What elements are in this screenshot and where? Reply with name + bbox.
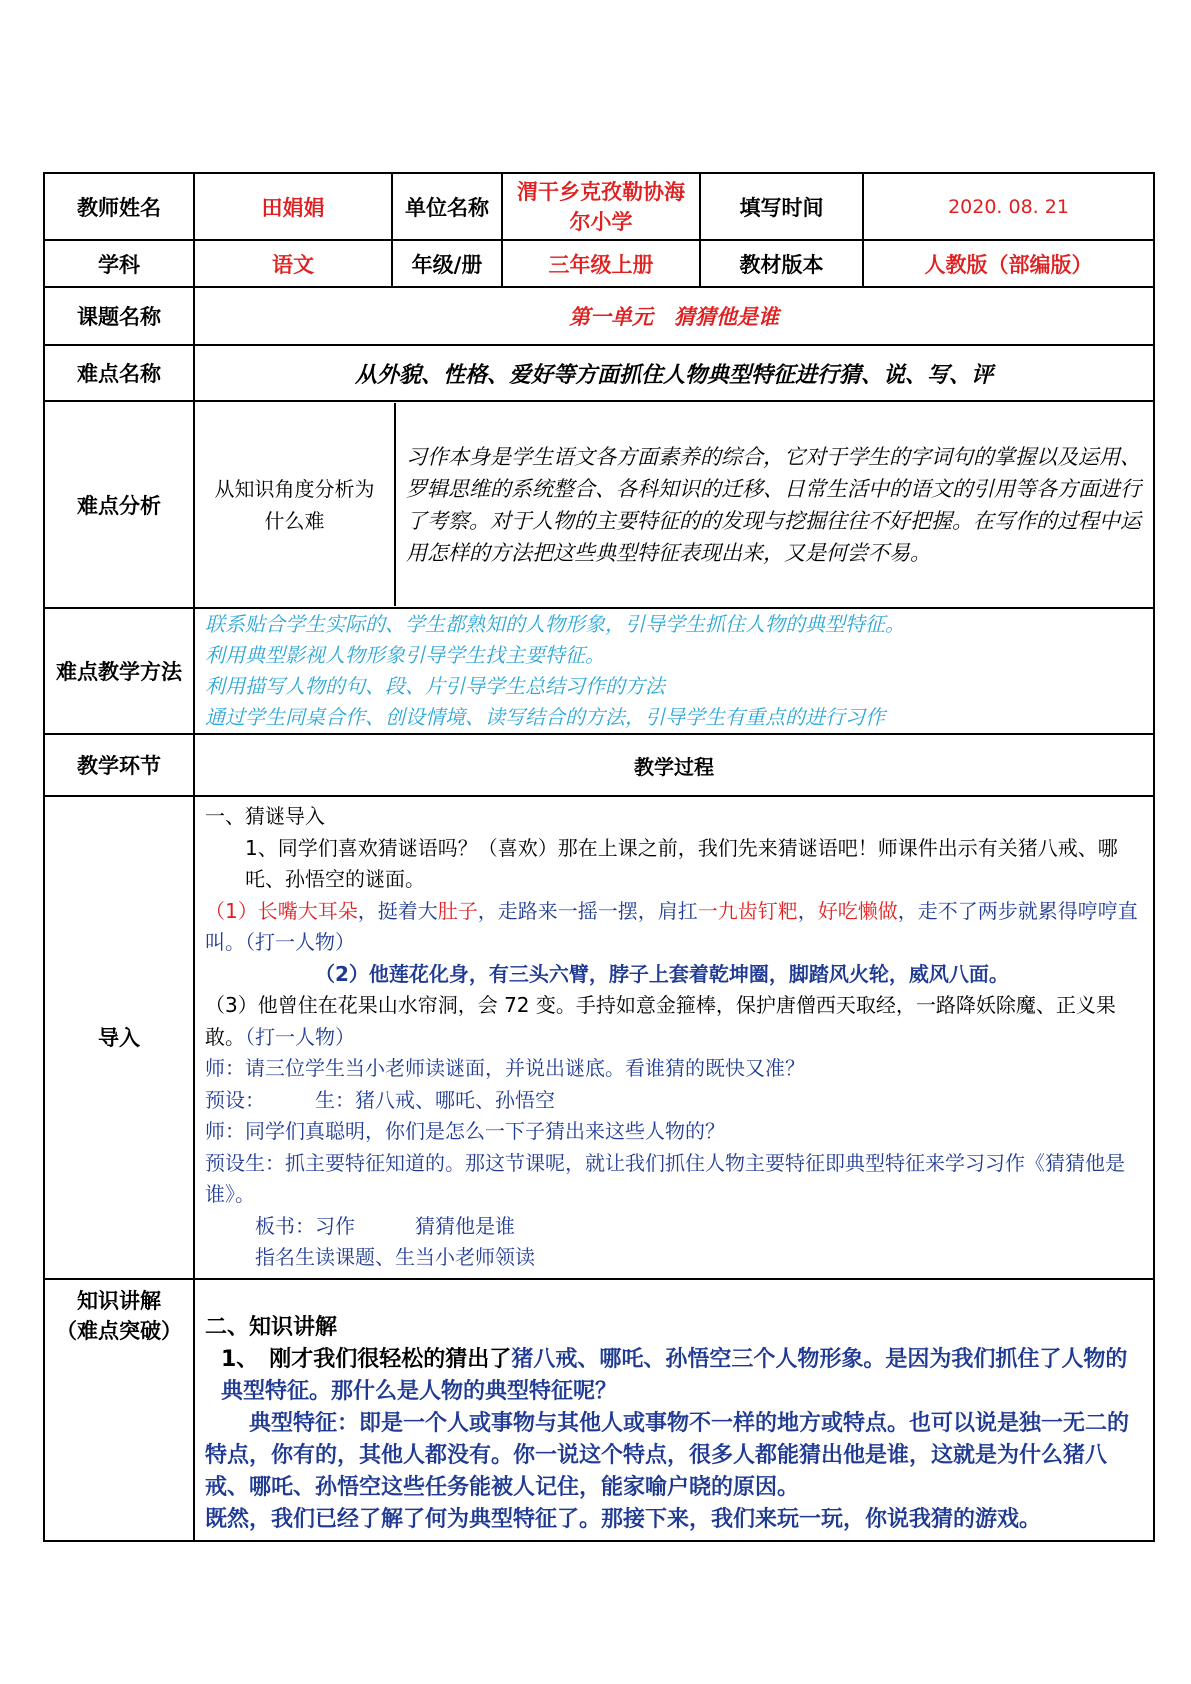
method-line: 利用典型影视人物形象引导学生找主要特征。 bbox=[205, 643, 605, 667]
intro-content bbox=[194, 796, 1154, 1279]
grade-label: 年级/册 bbox=[392, 240, 502, 287]
teacher-value: 田娟娟 bbox=[194, 173, 392, 240]
subject-value: 语文 bbox=[194, 240, 392, 287]
knowledge-paragraph-part: 1、 刚才我们很轻松的猜出了 bbox=[221, 1346, 512, 1372]
riddle-1-part: ，走不了两步就累得哼哼直叫。（打一人物） bbox=[205, 898, 1138, 954]
knowledge-paragraph bbox=[205, 1344, 1143, 1408]
analysis-row bbox=[44, 401, 1154, 608]
analysis-label: 难点分析 bbox=[44, 401, 194, 608]
method-lines bbox=[194, 608, 1154, 734]
teacher-label: 教师姓名 bbox=[44, 173, 194, 240]
process-header-value: 教学过程 bbox=[194, 734, 1154, 796]
knowledge-row bbox=[44, 1279, 1154, 1541]
topic-row bbox=[44, 287, 1154, 345]
knowledge-label-line: （难点突破） bbox=[56, 1318, 182, 1343]
intro-label: 导入 bbox=[44, 796, 194, 1279]
difficulty-value: 从外貌、性格、爱好等方面抓住人物典型特征进行猜、说、写、评 bbox=[194, 345, 1154, 401]
riddle-3-part: （打一人物） bbox=[245, 1024, 355, 1049]
process-step-label: 教学环节 bbox=[44, 734, 194, 796]
riddle-1-part: （1）长嘴大耳朵 bbox=[205, 898, 358, 923]
knowledge-content bbox=[194, 1279, 1154, 1541]
riddle-1-part: ，挺着大 bbox=[357, 898, 438, 923]
date-label: 填写时间 bbox=[700, 173, 863, 240]
riddle-3 bbox=[205, 990, 1143, 1053]
riddle-1 bbox=[205, 896, 1143, 959]
reading-line: 指名生读课题、生当小老师领读 bbox=[255, 1245, 535, 1269]
riddle-1-part: 一九齿钉粑 bbox=[697, 898, 798, 923]
lesson-plan-document bbox=[43, 172, 1153, 1542]
board-line: 板书：习作 猜猜他是谁 bbox=[255, 1213, 515, 1238]
edition-label: 教材版本 bbox=[700, 240, 863, 287]
riddle-1-part: 好吃懒做 bbox=[817, 898, 898, 923]
method-row bbox=[44, 608, 1154, 734]
intro-title: 一、猜谜导入 bbox=[205, 804, 325, 828]
knowledge-paragraph-part: 猪八戒、哪吒、孙悟空三个人物形象。是因为我们抓住了人物的典型特征。那什么是人物的典型特征呢？ bbox=[221, 1346, 1128, 1404]
intro-row bbox=[44, 796, 1154, 1279]
intro-paragraph: 1、同学们喜欢猜谜语吗？（喜欢）那在上课之前，我们先来猜谜语吧！师课件出示有关猪八戒、哪吒、孙悟空的谜面。 bbox=[245, 835, 1118, 891]
difficulty-label: 难点名称 bbox=[44, 345, 194, 401]
analysis-angle: 从知识角度分析为什么难 bbox=[195, 403, 396, 606]
riddle-2: （2）他莲花化身，有三头六臂，脖子上套着乾坤圈，脚踏风火轮，威风八面。 bbox=[315, 961, 1009, 986]
grade-value: 三年级上册 bbox=[502, 240, 700, 287]
knowledge-title: 二、知识讲解 bbox=[205, 1314, 338, 1340]
edition-value: 人教版（部编版） bbox=[863, 240, 1154, 287]
unit-value: 渭干乡克孜勒协海尔小学 bbox=[502, 173, 700, 240]
date-value: 2020. 08. 21 bbox=[863, 173, 1154, 240]
difficulty-row bbox=[44, 345, 1154, 401]
preset-line: 预设： 生：猪八戒、哪吒、孙悟空 bbox=[205, 1087, 555, 1112]
header-row-2 bbox=[44, 240, 1154, 287]
lesson-plan-table bbox=[43, 172, 1155, 1542]
knowledge-paragraph: 既然，我们已经了解了何为典型特征了。那接下来，我们来玩一玩，你说我猜的游戏。 bbox=[205, 1506, 1042, 1532]
teacher-line: 师：同学们真聪明，你们是怎么一下子猜出来这些人物的？ bbox=[205, 1119, 725, 1143]
knowledge-label-line: 知识讲解 bbox=[77, 1288, 161, 1313]
method-line: 通过学生同桌合作、创设情境、读写结合的方法，引导学生有重点的进行习作 bbox=[205, 705, 885, 729]
unit-label: 单位名称 bbox=[392, 173, 502, 240]
riddle-3-part: （3）他曾住在花果山水帘洞，会 72 变。手持如意金箍棒，保护唐僧西天取经，一路降妖除魔、正义果敢。 bbox=[205, 993, 1116, 1049]
knowledge-paragraph: 典型特征：即是一个人或事物与其他人或事物不一样的地方或特点。也可以说是独一无二的特点，你有的，其他人都没有。你一说这个特点，很多人都能猜出他是谁，这就是为什么猪八戒、哪吒、孙悟空这些任务能被人记住，能家喻户晓的原因。 bbox=[205, 1410, 1130, 1500]
analysis-text: 习作本身是学生语文各方面素养的综合，它对于学生的字词句的掌握以及运用、罗辑思维的系统整合、各科知识的迁移、日常生活中的语文的引用等各方面进行了考察。对于人物的主要特征的的发现与挖掘往往不好把握。在写作的过程中运用怎样的方法把这些典型特征表现出来，又是何尝不易。 bbox=[406, 444, 1141, 565]
knowledge-label bbox=[44, 1279, 194, 1541]
method-line: 利用描写人物的句、段、片引导学生总结习作的方法 bbox=[205, 674, 665, 698]
riddle-1-part: ， bbox=[797, 898, 818, 923]
method-line: 联系贴合学生实际的、学生都熟知的人物形象，引导学生抓住人物的典型特征。 bbox=[205, 612, 905, 636]
header-row-1 bbox=[44, 173, 1154, 240]
riddle-1-part: ，走路来一摇一摆，肩扛 bbox=[477, 898, 698, 923]
topic-value: 第一单元 猜猜他是谁 bbox=[194, 287, 1154, 345]
subject-label: 学科 bbox=[44, 240, 194, 287]
topic-label: 课题名称 bbox=[44, 287, 194, 345]
teacher-line: 师：请三位学生当小老师读谜面，并说出谜底。看谁猜的既快又准？ bbox=[205, 1056, 805, 1080]
process-header-row bbox=[44, 734, 1154, 796]
riddle-1-part: 肚子 bbox=[437, 898, 478, 923]
method-label: 难点教学方法 bbox=[44, 608, 194, 734]
preset-line: 预设生：抓主要特征知道的。那这节课呢，就让我们抓住人物主要特征即典型特征来学习习作《猜猜他是谁》。 bbox=[205, 1150, 1125, 1206]
